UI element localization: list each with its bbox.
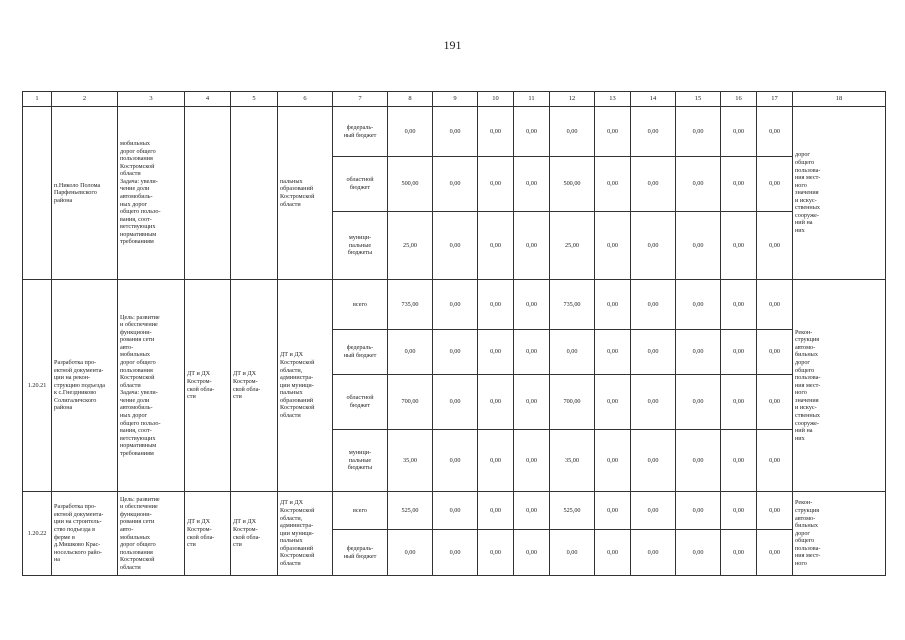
amount-cell [676, 280, 721, 330]
amount-cell-text: 0,00 [607, 300, 618, 308]
goal-cell-text: мобильных дорог общего пользования Костромской области Задача: увели- чение доли автомобиль- ных дорог общего пользо- вания, соот- ветствующих нормативным требованиям [120, 140, 161, 246]
amount-cell-text: 0,00 [449, 180, 461, 188]
amount-cell-text: 525,00 [401, 506, 419, 514]
amount-cell-text: 25,00 [403, 241, 417, 249]
amount-cell [550, 375, 595, 430]
expected-result-cell [793, 492, 886, 576]
amount-cell-text: 0,00 [647, 300, 659, 308]
amount-cell-text: 0,00 [526, 127, 537, 135]
coexecutor-cell [231, 280, 278, 492]
executor-cell-text: ДТ и ДХ Костром- ской обла- сти [187, 370, 215, 401]
amount-cell [676, 157, 721, 212]
funding-source-cell-text: всего [353, 300, 367, 308]
amount-cell-text: 0,00 [490, 456, 501, 464]
amount-cell [514, 107, 550, 157]
header-cell: 13 [595, 92, 631, 107]
expected-result-cell-text: Рекон- струкция автомо- бильных дорог общего пользова- ния мест- ного [795, 499, 821, 567]
amount-cell [550, 107, 595, 157]
goal-cell [118, 107, 185, 280]
amount-cell-text: 0,00 [404, 348, 416, 356]
amount-cell [478, 492, 514, 530]
amount-cell [388, 530, 433, 576]
amount-cell-text: 0,00 [490, 348, 501, 356]
amount-cell [631, 157, 676, 212]
amount-cell [550, 157, 595, 212]
amount-cell [721, 375, 757, 430]
amount-cell-text: 700,00 [401, 398, 419, 406]
amount-cell [631, 430, 676, 492]
amount-cell-text: 0,00 [769, 456, 780, 464]
funding-source-cell-text: всего [353, 506, 367, 514]
header-cell: 9 [433, 92, 478, 107]
amount-cell-text: 0,00 [769, 506, 780, 514]
coexecutor-cell-text: ДТ и ДХ Костром- ской обла- сти [233, 518, 261, 549]
funding-source-cell-text: федераль- ный бюджет [343, 344, 377, 359]
amount-cell-text: 735,00 [563, 300, 581, 308]
amount-cell [388, 330, 433, 375]
amount-cell [388, 280, 433, 330]
measure-name-cell-text: Разработка про- ектной документа- ции на рекон- струкцию подъезда к с.Гнездниково Солигаличского района [54, 359, 106, 412]
header-cell: 15 [676, 92, 721, 107]
amount-cell-text: 0,00 [733, 506, 744, 514]
amount-cell [433, 330, 478, 375]
amount-cell-text: 0,00 [692, 300, 704, 308]
funding-source-cell-text: федераль- ный бюджет [343, 123, 377, 139]
amount-cell [433, 107, 478, 157]
table-row [23, 492, 886, 530]
participants-cell [278, 280, 333, 492]
amount-cell-text: 0,00 [490, 398, 501, 406]
amount-cell-text: 0,00 [769, 548, 780, 556]
participants-cell [278, 107, 333, 280]
executor-cell [185, 280, 231, 492]
amount-cell-text: 700,00 [563, 398, 581, 406]
amount-cell [478, 157, 514, 212]
amount-cell [721, 330, 757, 375]
amount-cell-text: 0,00 [526, 241, 537, 249]
amount-cell [433, 492, 478, 530]
amount-cell-text: 0,00 [449, 300, 461, 308]
amount-cell [514, 157, 550, 212]
amount-cell [676, 330, 721, 375]
amount-cell-text: 500,00 [563, 180, 581, 188]
amount-cell-text: 0,00 [449, 506, 461, 514]
amount-cell [676, 530, 721, 576]
header-cell: 7 [333, 92, 388, 107]
amount-cell-text: 0,00 [449, 241, 461, 249]
goal-cell-text: Цель: развитие и обеспечение функциони- рования сети авто- мобильных дорог общего пользования Костромской области [120, 495, 160, 571]
amount-cell [757, 157, 793, 212]
amount-cell-text: 0,00 [769, 398, 780, 406]
amount-cell [388, 430, 433, 492]
amount-cell [757, 330, 793, 375]
measure-name-cell [52, 280, 118, 492]
amount-cell [433, 430, 478, 492]
amount-cell [433, 375, 478, 430]
amount-cell [550, 212, 595, 280]
amount-cell-text: 0,00 [769, 127, 780, 135]
amount-cell-text: 0,00 [449, 456, 461, 464]
amount-cell [631, 330, 676, 375]
measure-name-cell [52, 492, 118, 576]
table-body [23, 92, 886, 576]
amount-cell-text: 0,00 [769, 180, 780, 188]
header-row [23, 92, 886, 107]
expected-result-cell-text: Рекон- струкция автомо- бильных дорог общего пользова- ния мест- ного значения и искус- ственных сооруже- ний на них [795, 328, 821, 442]
executor-cell-text: ДТ и ДХ Костром- ской обла- сти [187, 518, 215, 549]
amount-cell [514, 430, 550, 492]
header-cell: 12 [550, 92, 595, 107]
amount-cell [676, 212, 721, 280]
amount-cell-text: 0,00 [692, 548, 704, 556]
funding-source-cell [333, 430, 388, 492]
amount-cell-text: 0,00 [647, 348, 659, 356]
amount-cell-text: 0,00 [647, 456, 659, 464]
amount-cell [433, 212, 478, 280]
amount-cell-text: 35,00 [565, 456, 579, 464]
executor-cell [185, 492, 231, 576]
goal-cell-text: Цель: развитие и обеспечение функциони- рования сети авто- мобильных дорог общего пользования Костромской области Задача: увели- чение доли автомобиль- ных дорог общего пользо- вания, соот- ветствующих нормативным требованиям [120, 313, 161, 457]
amount-cell-text: 0,00 [449, 398, 461, 406]
amount-cell [631, 375, 676, 430]
amount-cell [388, 375, 433, 430]
amount-cell [676, 375, 721, 430]
amount-cell [478, 375, 514, 430]
funding-source-cell [333, 330, 388, 375]
amount-cell-text: 0,00 [449, 127, 461, 135]
amount-cell-text: 0,00 [733, 180, 744, 188]
amount-cell [478, 107, 514, 157]
amount-cell-text: 0,00 [490, 300, 501, 308]
funding-source-cell [333, 280, 388, 330]
amount-cell-text: 0,00 [692, 241, 704, 249]
amount-cell-text: 0,00 [692, 506, 704, 514]
amount-cell-text: 0,00 [769, 241, 780, 249]
amount-cell [676, 107, 721, 157]
amount-cell-text: 0,00 [607, 548, 618, 556]
program-table [22, 91, 886, 576]
amount-cell-text: 0,00 [733, 456, 744, 464]
amount-cell [721, 430, 757, 492]
amount-cell-text: 525,00 [563, 506, 581, 514]
amount-cell [550, 280, 595, 330]
amount-cell-text: 0,00 [647, 180, 659, 188]
header-cell: 5 [231, 92, 278, 107]
amount-cell-text: 0,00 [526, 506, 537, 514]
amount-cell-text: 0,00 [449, 348, 461, 356]
amount-cell-text: 0,00 [733, 127, 744, 135]
amount-cell-text: 0,00 [526, 456, 537, 464]
amount-cell-text: 0,00 [566, 548, 578, 556]
amount-cell [676, 492, 721, 530]
header-cell: 14 [631, 92, 676, 107]
amount-cell [514, 530, 550, 576]
amount-cell [595, 107, 631, 157]
amount-cell [757, 530, 793, 576]
amount-cell [757, 492, 793, 530]
funding-source-cell-text: областной бюджет [346, 394, 374, 409]
amount-cell [388, 492, 433, 530]
amount-cell-text: 0,00 [526, 300, 537, 308]
amount-cell-text: 0,00 [769, 300, 780, 308]
amount-cell-text: 0,00 [607, 398, 618, 406]
header-cell: 11 [514, 92, 550, 107]
funding-source-cell-text: муници- пальные бюджеты [347, 234, 373, 257]
amount-cell-text: 0,00 [490, 241, 501, 249]
coexecutor-cell [231, 492, 278, 576]
amount-cell [595, 375, 631, 430]
amount-cell [595, 430, 631, 492]
amount-cell [388, 212, 433, 280]
participants-cell-text: ДТ и ДХ Костромской области, администра- ции муници- пальных образований Костромской области [280, 499, 315, 567]
amount-cell-text: 0,00 [733, 300, 744, 308]
coexecutor-cell [231, 107, 278, 280]
amount-cell [478, 280, 514, 330]
funding-source-cell [333, 107, 388, 157]
amount-cell-text: 0,00 [404, 548, 416, 556]
amount-cell-text: 0,00 [566, 127, 578, 135]
amount-cell-text: 0,00 [647, 398, 659, 406]
amount-cell [595, 157, 631, 212]
amount-cell [721, 107, 757, 157]
header-cell: 10 [478, 92, 514, 107]
amount-cell-text: 0,00 [526, 180, 537, 188]
amount-cell [631, 280, 676, 330]
amount-cell-text: 0,00 [692, 398, 704, 406]
amount-cell-text: 0,00 [607, 241, 618, 249]
coexecutor-cell-text: ДТ и ДХ Костром- ской обла- сти [233, 370, 261, 401]
amount-cell [478, 212, 514, 280]
header-cell: 3 [118, 92, 185, 107]
amount-cell [595, 212, 631, 280]
amount-cell-text: 0,00 [647, 506, 659, 514]
amount-cell [721, 212, 757, 280]
amount-cell-text: 0,00 [769, 348, 780, 356]
table-row [23, 107, 886, 157]
expected-result-cell [793, 107, 886, 280]
page-number: 191 [443, 38, 462, 52]
amount-cell [631, 107, 676, 157]
amount-cell [757, 107, 793, 157]
amount-cell-text: 0,00 [607, 348, 618, 356]
amount-cell [514, 330, 550, 375]
amount-cell-text: 0,00 [733, 241, 744, 249]
amount-cell-text: 0,00 [566, 348, 578, 356]
amount-cell-text: 0,00 [490, 127, 501, 135]
amount-cell [478, 430, 514, 492]
amount-cell [757, 375, 793, 430]
amount-cell-text: 0,00 [692, 180, 704, 188]
header-cell: 6 [278, 92, 333, 107]
amount-cell-text: 0,00 [526, 348, 537, 356]
measure-name-cell-text: Разработка про- ектной документа- ции на строитель- ство подъезда в ферме в д.Мишково Крас- носельского райо- на [54, 503, 104, 564]
amount-cell [550, 492, 595, 530]
amount-cell [514, 212, 550, 280]
funding-source-cell [333, 375, 388, 430]
amount-cell [478, 330, 514, 375]
amount-cell-text: 735,00 [401, 300, 419, 308]
amount-cell [550, 530, 595, 576]
amount-cell [595, 530, 631, 576]
row-number-cell-text: 1.20.22 [27, 529, 47, 537]
amount-cell-text: 0,00 [449, 548, 461, 556]
header-cell: 4 [185, 92, 231, 107]
row-number-cell-text: 1.20.21 [27, 381, 47, 389]
header-cell: 18 [793, 92, 886, 107]
amount-cell [721, 530, 757, 576]
amount-cell-text: 500,00 [401, 180, 419, 188]
amount-cell-text: 0,00 [404, 127, 416, 135]
funding-source-cell-text: муници- пальные бюджеты [347, 449, 373, 472]
participants-cell-text: ДТ и ДХ Костромской области, администра- ции муници- пальных образований Костромской области [280, 351, 315, 419]
amount-cell-text: 0,00 [733, 348, 744, 356]
amount-cell-text: 0,00 [607, 127, 618, 135]
amount-cell-text: 0,00 [647, 127, 659, 135]
amount-cell [757, 280, 793, 330]
funding-source-cell [333, 157, 388, 212]
amount-cell-text: 0,00 [647, 241, 659, 249]
funding-source-cell-text: федераль- ный бюджет [343, 544, 377, 560]
amount-cell-text: 0,00 [692, 127, 704, 135]
amount-cell [595, 280, 631, 330]
amount-cell [478, 530, 514, 576]
amount-cell [631, 492, 676, 530]
amount-cell-text: 0,00 [490, 506, 501, 514]
amount-cell [721, 492, 757, 530]
amount-cell [595, 330, 631, 375]
amount-cell-text: 0,00 [692, 456, 704, 464]
amount-cell [631, 212, 676, 280]
measure-name-cell-text: п.Николо Полома Парфеньевского района [54, 181, 101, 204]
funding-source-cell [333, 530, 388, 576]
funding-source-cell-text: областной бюджет [346, 176, 374, 191]
header-cell: 16 [721, 92, 757, 107]
header-cell: 8 [388, 92, 433, 107]
amount-cell-text: 0,00 [607, 456, 618, 464]
amount-cell [757, 212, 793, 280]
header-cell: 1 [23, 92, 52, 107]
amount-cell [631, 530, 676, 576]
amount-cell [433, 530, 478, 576]
amount-cell-text: 0,00 [607, 180, 618, 188]
amount-cell-text: 0,00 [607, 506, 618, 514]
funding-source-cell [333, 212, 388, 280]
table-row [23, 280, 886, 330]
goal-cell [118, 280, 185, 492]
amount-cell [721, 280, 757, 330]
amount-cell-text: 0,00 [526, 398, 537, 406]
amount-cell-text: 35,00 [403, 456, 417, 464]
goal-cell [118, 492, 185, 576]
measure-name-cell [52, 107, 118, 280]
amount-cell-text: 0,00 [733, 548, 744, 556]
participants-cell [278, 492, 333, 576]
executor-cell [185, 107, 231, 280]
row-number-cell [23, 107, 52, 280]
amount-cell-text: 0,00 [526, 548, 537, 556]
amount-cell-text: 0,00 [733, 398, 744, 406]
amount-cell [757, 430, 793, 492]
row-number-cell [23, 492, 52, 576]
amount-cell [514, 280, 550, 330]
participants-cell-text: пальных образований Костромской области [280, 177, 315, 208]
amount-cell-text: 25,00 [565, 241, 579, 249]
amount-cell-text: 0,00 [692, 348, 704, 356]
header-cell: 2 [52, 92, 118, 107]
row-number-cell [23, 280, 52, 492]
amount-cell-text: 0,00 [490, 180, 501, 188]
amount-cell-text: 0,00 [490, 548, 501, 556]
expected-result-cell-text: дорог общего пользова- ния мест- ного значения и искус- ственных сооруже- ний на них [795, 151, 821, 235]
amount-cell-text: 0,00 [647, 548, 659, 556]
expected-result-cell [793, 280, 886, 492]
amount-cell [550, 430, 595, 492]
amount-cell [676, 430, 721, 492]
amount-cell [388, 157, 433, 212]
amount-cell [514, 375, 550, 430]
amount-cell [514, 492, 550, 530]
amount-cell [595, 492, 631, 530]
amount-cell [550, 330, 595, 375]
amount-cell [433, 280, 478, 330]
header-cell: 17 [757, 92, 793, 107]
amount-cell [388, 107, 433, 157]
amount-cell [433, 157, 478, 212]
amount-cell [721, 157, 757, 212]
funding-source-cell [333, 492, 388, 530]
